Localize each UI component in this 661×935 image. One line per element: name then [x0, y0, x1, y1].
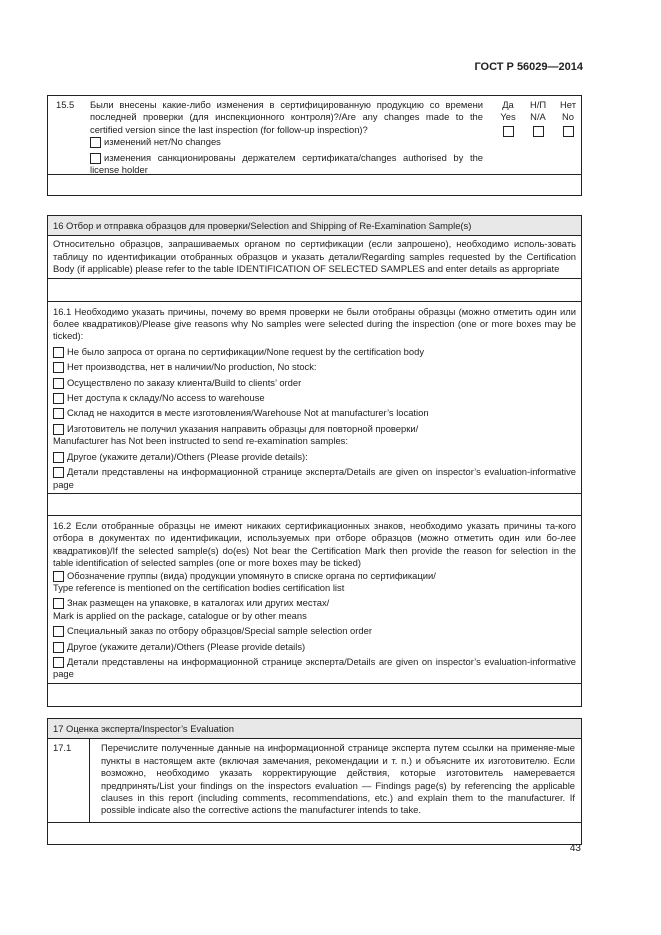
empty-row [48, 494, 581, 516]
checkbox[interactable] [53, 467, 64, 478]
intro-text: Относительно образцов, запрашиваемых органом по сертификации (если запрошено), необходимо исполь-зовать таблицу по идентификации отобранных образцов и указать детали/Regarding samples requested by the Certification Body (if applicable) please refer to the table IDENTIFICATION OF SELECTED SAMPLES and enter details as appropriate [48, 236, 581, 278]
checkbox[interactable] [53, 657, 64, 668]
question-text: Были внесены какие-либо изменения в сертифицированную продукцию со времени последней проверки (для инспекционного контроля)?/Are any changes made to the certified version since the last inspection (for follow-up inspection)? [90, 99, 483, 135]
checkbox[interactable] [90, 137, 101, 148]
checkbox[interactable] [53, 362, 64, 373]
checkbox[interactable] [53, 393, 64, 404]
checkbox[interactable] [53, 571, 64, 582]
section-16-1: 16.1 Необходимо указать причины, почему во время проверки не были отобраны образцы (можно отметить один или более квадратиков)/Please give reasons why No samples were selected during the inspection (one or more boxes may be ticked): Не было запроса от органа по сертификации/None request by the certification body Нет производства, нет в наличии/No production, No stock: Осуществлено по заказу клиента/Build to clients’ order Нет доступа к складу/No access to warehouse Склад не находится в месте изготовления/Warehouse Not at manufacturer’s location Изготовитель не получил указания направить образцы для повторной проверки/ Manufacturer has Not been instructed to send re-examination samples: Другое (укажите детали)/Others (Please provide details): Детали представлены на информационной странице эксперта/Details are given on inspector’s evaluation-informative page [48, 302, 581, 494]
empty-row [48, 823, 581, 844]
checkbox[interactable] [53, 642, 64, 653]
checkbox-yes[interactable] [503, 126, 514, 137]
checkbox[interactable] [53, 408, 64, 419]
checkbox[interactable] [53, 598, 64, 609]
table-16 [47, 215, 582, 707]
clause-number: 17.1 [48, 739, 90, 821]
checkbox-no[interactable] [563, 126, 574, 137]
empty-row [48, 684, 581, 706]
checkbox[interactable] [53, 424, 64, 435]
table-17 [47, 718, 582, 845]
standard-header: ГОСТ Р 56029—2014 [474, 61, 583, 73]
checkbox[interactable] [53, 378, 64, 389]
clause-number: 15.5 [56, 99, 75, 110]
checkbox[interactable] [53, 452, 64, 463]
answer-yes: Да Yes [498, 99, 518, 137]
empty-row [48, 175, 581, 195]
checkbox-na[interactable] [533, 126, 544, 137]
page-number: 43 [569, 843, 581, 854]
checkbox[interactable] [90, 153, 101, 164]
section-title: 16 Отбор и отправка образцов для проверки/Selection and Shipping of Re-Examination Sample(s) [48, 216, 581, 236]
clause-text: Перечислите полученные данные на информационной странице эксперта путем ссылки на применяе-мые пункты в настоящем акте (включая замечания, рекомендации и т. п.) и объясните их изготовителю. Если возможно, необходимо указать корректирующие действия, которые изготовитель намеревается предпринять/List your findings on the inspectors evaluation — Findings page(s) by referencing the applicable clauses in this report (including comments, recommendations, etc.) and explain them to the manufacturer. If possible indicate also the corrective actions the manufacturer intends to take. [101, 742, 575, 816]
section-16-2: 16.2 Если отобранные образцы не имеют никаких сертификационных знаков, необходимо указать причины та-кого отбора в документах по идентификации, используемых при отборе образцов (можно отметить один или бо-лее квадратиков)/If the selected sample(s) do(es) Not bear the Certification Mark then provide the reason for selection in the table identification of selected samples (one or more boxes may be ticked) Обозначение группы (вида) продукции упомянуто в списке органа по сертификации/ Type reference is mentioned on the certification bodies certification list Знак размещен на упаковке, в каталогах или других местах/ Mark is applied on the package, catalogue or by other means Специальный заказ по отбору образцов/Special sample selection order Другое (укажите детали)/Others (Please provide details) Детали представлены на информационной странице эксперта/Details are given on inspector’s evaluation-informative page [48, 516, 581, 684]
checkbox[interactable] [53, 626, 64, 637]
answer-no: Нет No [558, 99, 578, 137]
answer-na: Н/П N/A [528, 99, 548, 137]
checkbox[interactable] [53, 347, 64, 358]
empty-row [48, 279, 581, 302]
table-15-5: 15.5 Были внесены какие-либо изменения в сертифицированную продукцию со времени последней проверки (для инспекционного контроля)?/Are any changes made to the certified version since the last inspection (for follow-up inspection)? изменений нет/No changes изменения санкционированы держателем сертификата/changes authorised by the license holder Да Yes Н/П N/A Нет No [47, 95, 582, 196]
section-title: 17 Оценка эксперта/Inspector’s Evaluation [48, 719, 581, 739]
